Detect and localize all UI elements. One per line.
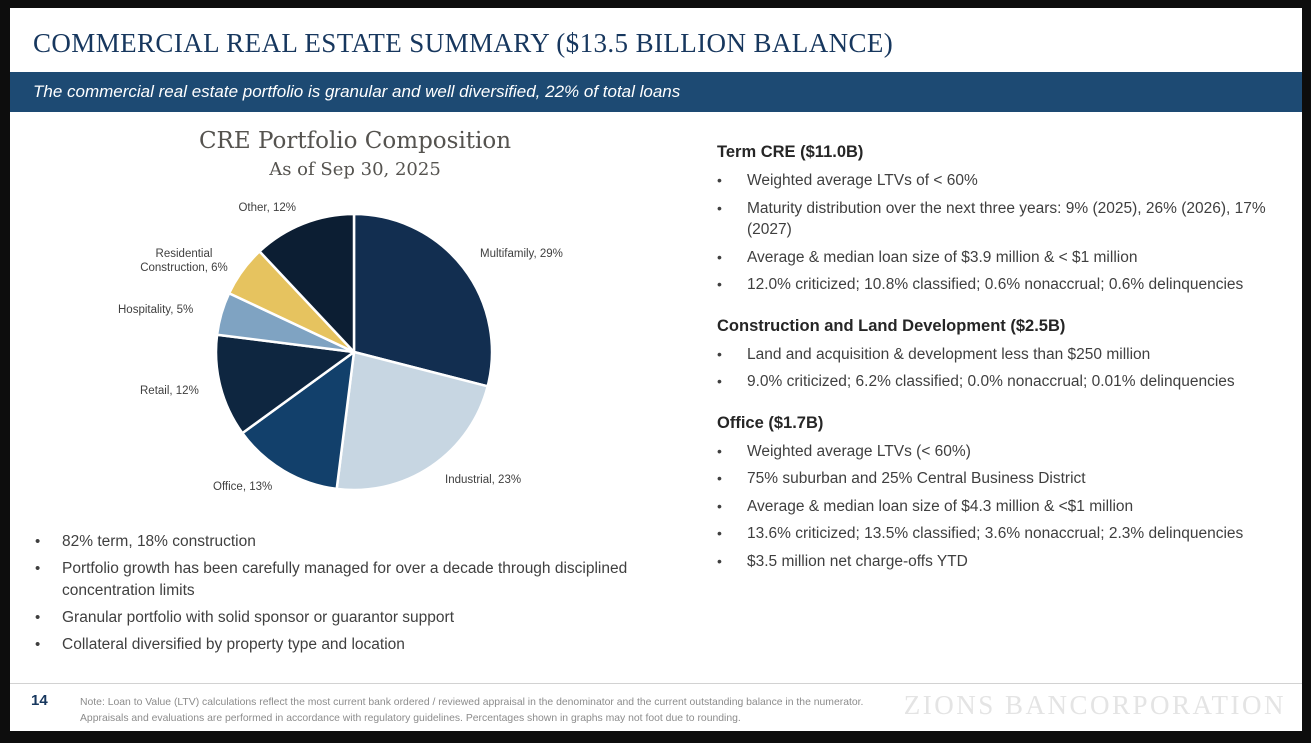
detail-section-2 (717, 413, 1297, 573)
section-1-bullet-1 (717, 371, 1297, 393)
left-bullet-1 (35, 558, 695, 602)
section-0-bullet-0-text: Weighted average LTVs of < 60% (747, 172, 978, 189)
left-bullet-0 (35, 531, 695, 553)
bullet-icon: • (35, 533, 41, 550)
section-0-bullet-3 (717, 274, 1297, 296)
left-bullet-2 (35, 607, 695, 629)
section-heading-0: Term CRE ($11.0B) (717, 143, 864, 161)
bullet-icon: • (717, 248, 722, 265)
pie-label-office: Office, 13% (213, 481, 273, 493)
bullet-icon: • (35, 636, 41, 653)
section-2-bullet-3-text: 13.6% criticized; 13.5% classified; 3.6% nonaccrual; 2.3% delinquencies (747, 525, 1244, 542)
bullet-icon: • (717, 552, 722, 569)
section-2-bullet-4-text: $3.5 million net charge-offs YTD (747, 552, 968, 570)
subtitle-banner (10, 72, 1302, 112)
section-2-bullet-0 (717, 441, 1297, 463)
left-bullet-1-text: Portfolio growth has been carefully managed for over a decade through disciplined concentration limits (62, 560, 628, 599)
section-2-bullet-4 (717, 551, 1297, 573)
company-watermark: ZIONS BANCORPORATION (903, 690, 1286, 720)
section-2-bullet-1-text: 75% suburban and 25% Central Business District (747, 470, 1086, 487)
bullet-icon: • (717, 470, 722, 486)
section-1-bullet-0-text: Land and acquisition & development less than $250 million (747, 345, 1151, 363)
detail-section-1 (717, 316, 1297, 393)
bullet-icon: • (35, 560, 41, 577)
section-1-bullet-1-text: 9.0% criticized; 6.2% classified; 0.0% nonaccrual; 0.01% delinquencies (747, 373, 1235, 390)
detail-section-0 (717, 142, 1297, 296)
bullet-icon: • (717, 497, 722, 514)
bullet-icon: • (717, 525, 722, 541)
left-bullet-list (35, 531, 695, 661)
section-0-bullet-3-text: 12.0% criticized; 10.8% classified; 0.6% nonaccrual; 0.6% delinquencies (747, 276, 1244, 293)
bullet-icon: • (717, 276, 722, 292)
section-heading-2: Office ($1.7B) (717, 413, 824, 432)
pie-label-other: Other, 12% (238, 202, 296, 214)
pie-label-retail: Retail, 12% (140, 385, 199, 397)
section-0-bullet-2 (717, 247, 1297, 269)
left-bullet-2-text: Granular portfolio with solid sponsor or guarantor support (62, 609, 455, 626)
bullet-icon: • (717, 373, 722, 389)
pie-label-hospitality: Hospitality, 5% (118, 304, 194, 316)
section-0-bullet-2-text: Average & median loan size of $3.9 million & < $1 million (747, 248, 1138, 266)
left-bullet-3-text: Collateral diversified by property type and location (62, 636, 405, 653)
page-title: COMMERCIAL REAL ESTATE SUMMARY ($13.5 BILLION BALANCE) (33, 28, 894, 58)
left-bullet-0-text: 82% term, 18% construction (62, 533, 256, 550)
cre-composition-pie-chart (204, 202, 504, 502)
pie-label-multifamily: Multifamily, 29% (480, 248, 563, 260)
pie-label-industrial: Industrial, 23% (445, 474, 522, 486)
chart-title: CRE Portfolio Composition (198, 128, 512, 154)
section-2-bullet-3 (717, 523, 1297, 545)
footnote: Note: Loan to Value (LTV) calculations reflect the most current bank ordered / reviewed appraisal in the denominator and the current outstanding balance in the numerator. Appraisals and evaluations are performed in accordance with regulatory guidelines. Percentages shown in graphs may not foot due to rounding. (80, 697, 864, 724)
chart-subtitle: As of Sep 30, 2025 (269, 159, 441, 180)
banner-text: The commercial real estate portfolio is granular and well diversified, 22% of total loans (33, 82, 681, 101)
pie-label-residential-construction: Residential Construction, 6% (140, 248, 228, 274)
page-number: 14 (31, 692, 48, 709)
left-bullet-3 (35, 634, 695, 656)
bullet-icon: • (717, 345, 722, 362)
slide (10, 8, 1302, 731)
section-2-bullet-0-text: Weighted average LTVs (< 60%) (747, 442, 971, 460)
section-heading-1: Construction and Land Development ($2.5B) (717, 316, 1066, 335)
section-0-bullet-1-text: Maturity distribution over the next three years: 9% (2025), 26% (2026), 17% (2027) (747, 199, 1266, 238)
bullet-icon: • (717, 172, 722, 188)
bullet-icon: • (717, 442, 722, 459)
footer-divider (10, 683, 1302, 684)
bullet-icon: • (35, 609, 41, 626)
section-1-bullet-0 (717, 344, 1297, 366)
section-0-bullet-0 (717, 170, 1297, 192)
right-detail-sections (717, 142, 1297, 592)
section-2-bullet-1 (717, 468, 1297, 490)
section-0-bullet-1 (717, 198, 1297, 241)
section-2-bullet-2 (717, 496, 1297, 518)
section-2-bullet-2-text: Average & median loan size of $4.3 million & <$1 million (747, 497, 1134, 515)
bullet-icon: • (717, 199, 722, 216)
